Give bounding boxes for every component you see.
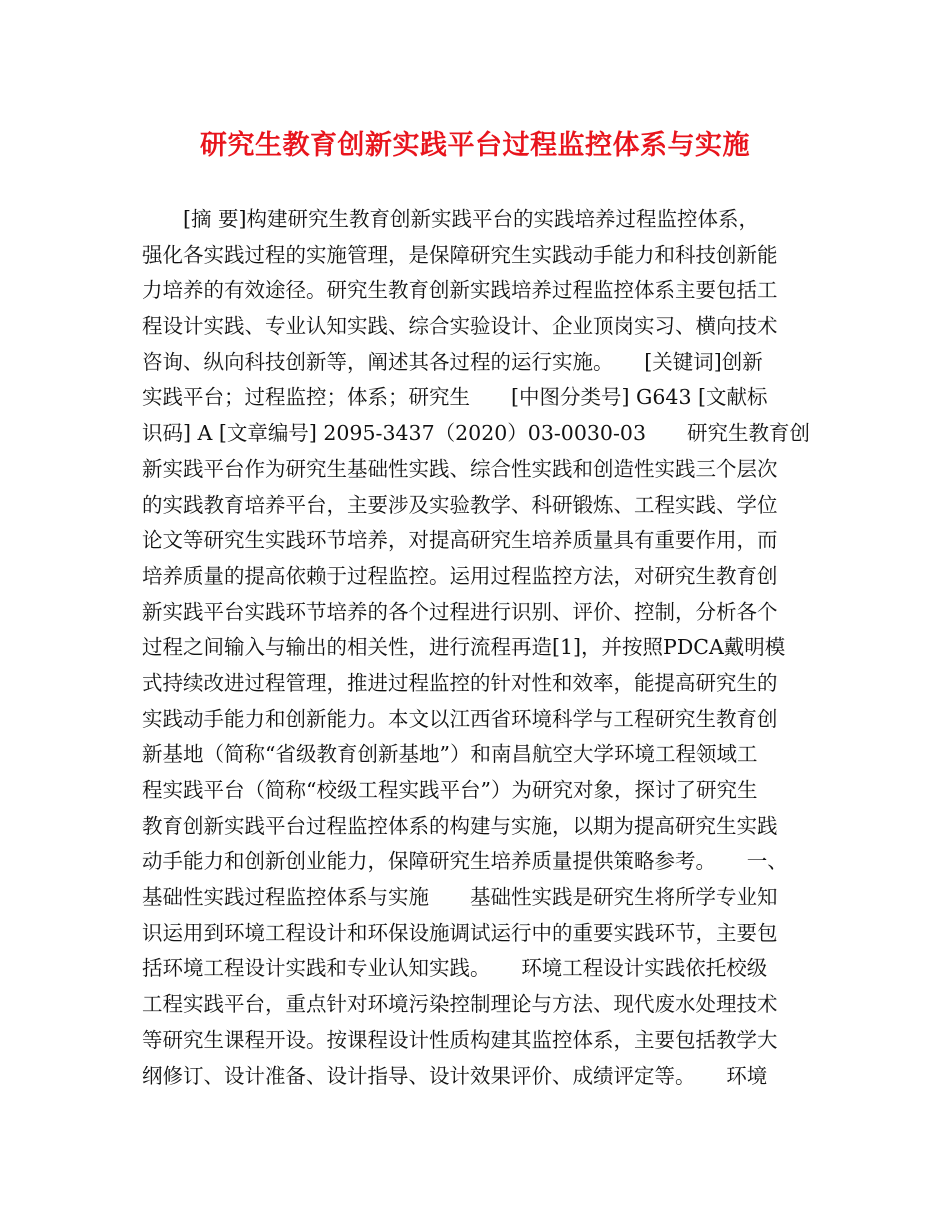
body-line: 力培养的有效途径。研究生教育创新实践培养过程监控体系主要包括工 [142,278,778,303]
body-line: 程设计实践、专业认知实践、综合实验设计、企业顶岗实习、横向技术 [142,314,778,339]
body-line: 新实践平台实践环节培养的各个过程进行识别、评价、控制，分析各个 [142,599,778,624]
body-line: 式持续改进过程管理，推进过程监控的针对性和效率，能提高研究生的 [142,670,778,695]
body-line: [摘 要]构建研究生教育创新实践平台的实践培养过程监控体系， [183,207,760,231]
body-line: 新基地（简称“省级教育创新基地”）和南昌航空大学环境工程领域工 [142,742,758,767]
body-line: 识运用到环境工程设计和环保设施调试运行中的重要实践环节，主要包 [142,920,778,945]
body-line: 动手能力和创新创业能力，保障研究生培养质量提供策略参考。 一、 [142,849,788,874]
body-line: 基础性实践过程监控体系与实施 基础性实践是研究生将所学专业知 [142,885,778,910]
body-line: 过程之间输入与输出的相关性，进行流程再造[1]，并按照PDCA戴明模 [142,635,786,660]
body-line: 实践动手能力和创新能力。本文以江西省环境科学与工程研究生教育创 [142,706,778,731]
body-line: 纲修订、设计准备、设计指导、设计效果评价、成绩评定等。 环境 [142,1063,768,1088]
body-line: 培养质量的提高依赖于过程监控。运用过程监控方法，对研究生教育创 [142,563,778,588]
body-line: 新实践平台作为研究生基础性实践、综合性实践和创造性实践三个层次 [142,456,778,481]
body-line: 程实践平台（简称“校级工程实践平台”）为研究对象，探讨了研究生 [142,778,758,802]
body-line: 工程实践平台，重点针对环境污染控制理论与方法、现代废水处理技术 [142,992,778,1017]
body-line: 括环境工程设计实践和专业认知实践。 环境工程设计实践依托校级 [142,956,768,981]
body-line: 识码] A [文章编号] 2095-3437（2020）03-0030-03 研究生教育创 [142,421,810,446]
document-title: 研究生教育创新实践平台过程监控体系与实施 [200,130,750,161]
body-line: 论文等研究生实践环节培养，对提高研究生培养质量具有重要作用，而 [142,528,778,553]
body-line: 实践平台；过程监控；体系；研究生 [中图分类号] G643 [文献标 [142,385,768,410]
body-line: 等研究生课程开设。按课程设计性质构建其监控体系，主要包括教学大 [142,1027,778,1052]
body-line: 教育创新实践平台过程监控体系的构建与实施，以期为提高研究生实践 [142,813,778,838]
document-body [142,202,832,1094]
body-line: 的实践教育培养平台，主要涉及实验教学、科研锻炼、工程实践、学位 [142,492,778,517]
body-line: 强化各实践过程的实施管理，是保障研究生实践动手能力和科技创新能 [142,242,778,267]
body-line: 咨询、纵向科技创新等，阐述其各过程的运行实施。 [关键词]创新 [142,349,763,374]
